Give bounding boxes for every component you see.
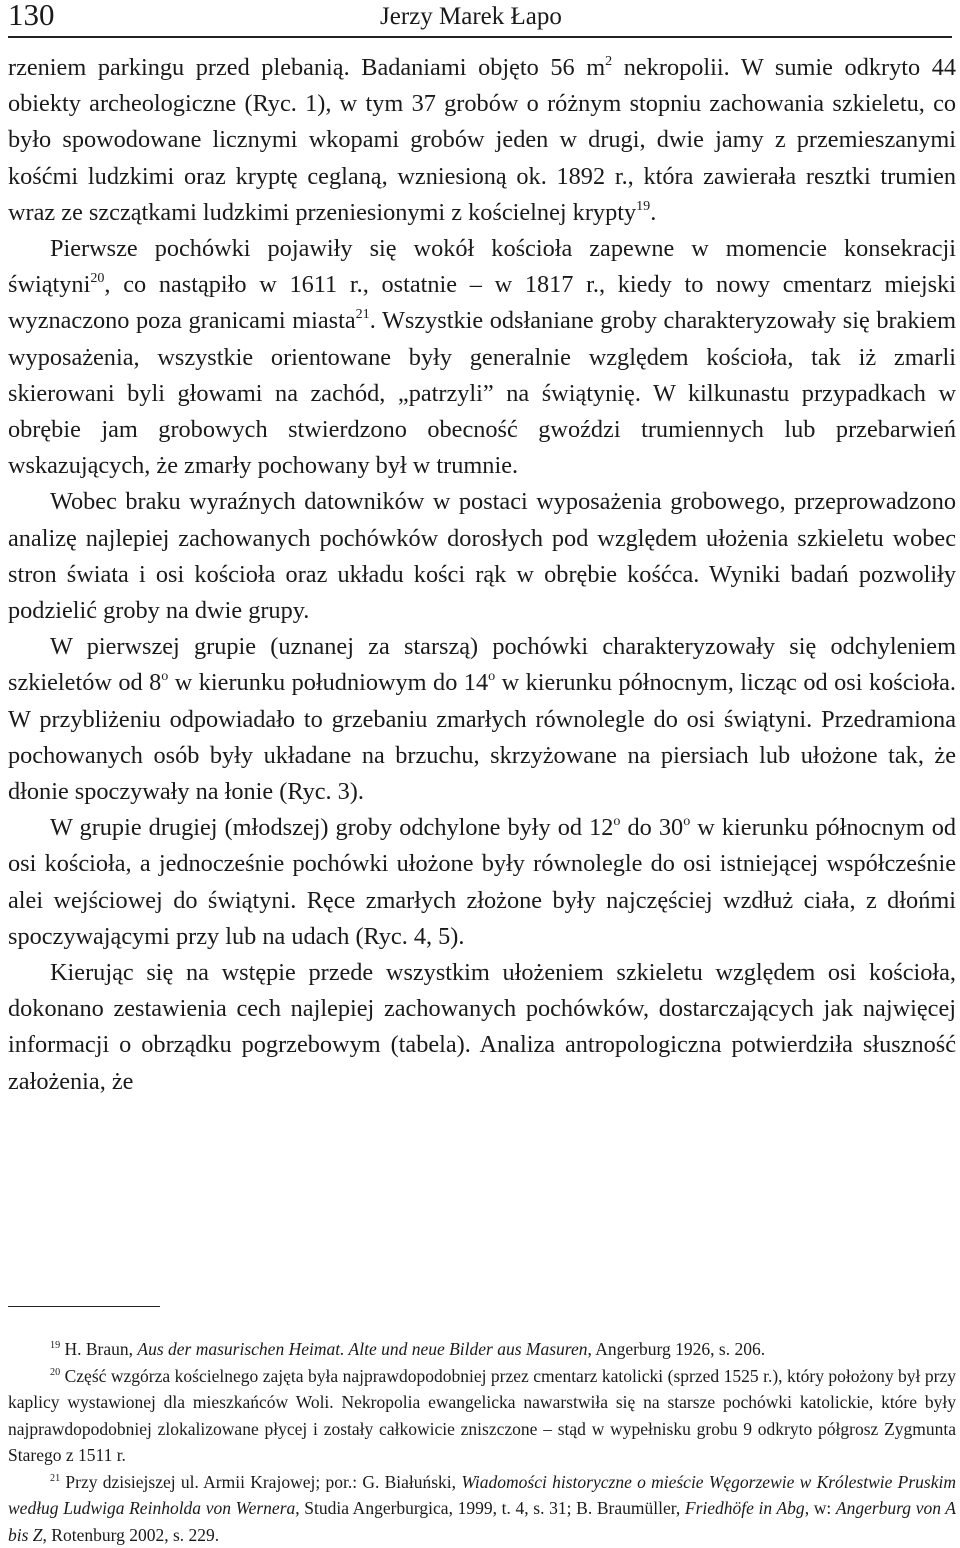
footnote-title: Wiadomości historyczne o mieście Węgorzewie w Królestwie Pruskim według Ludwiga Reinholda von Wernera [8,1471,956,1518]
footnote-text: , Studia Angerburgica, 1999, t. 4, s. 31; B. Braumüller, [295,1498,685,1518]
footnote-title: Angerburg von A bis Z [8,1498,956,1545]
running-head-author: Jerzy Marek Łapo [380,3,562,30]
paragraph-4 [8,629,956,810]
footnote-number: 21 [50,1472,61,1484]
footnote-text: Część wzgórza kościelnego zajęta była najprawdopodobniej przez cmentarz katolicki (sprzed 1525 r.), który położony był przy kaplicy wystawionej dla mieszkańców Woli. Nekropolia ewangelicka nawarstwiła się na starsze pochówki katolickie, które były najprawdopodobniej zlokalizowane płycej i zostały całkowicie zniszczone – stąd w wypełnisku grobu 9 odkryto półgrosz Zygmunta Starego z 1511 r. [8,1365,956,1465]
text-run: do 30 [620,814,684,842]
text-run: Kierując się na wstępie przede wszystkim ułożeniem szkieletu względem osi kościoła, dokonano zestawienia cech najlepiej zachowanych pochówków, dostarczających jak najwięcej informacji o obrządku pogrzebowym (tabela). Analiza antropologiczna potwierdziła słuszność założenia, że [8,959,956,1095]
text-run: w kierunku północnym, licząc od osi kościoła. W przybliżeniu odpowiadało to grzebaniu zmarłych równolegle do osi świątyni. Przedramiona pochowanych osób były układane na brzuchu, skrzyżowane na piersiach lub ułożone tak, że dłonie spoczywały na łonie (Ryc. 3). [8,669,956,806]
text-run: , co nastąpiło w 1611 r., ostatnie – w 1817 r., kiedy to nowy cmentarz miejski wyznaczono poza granicami miasta [8,271,956,335]
footnote-19 [8,1336,956,1363]
footnote-ref-21[interactable]: 21 [355,306,370,323]
degree-sign: o [161,668,169,685]
degree-sign: o [613,813,621,830]
page-header [8,0,952,38]
footnote-text: , Rotenburg 2002, s. 229. [42,1524,220,1545]
paragraph-2 [8,231,956,484]
text-run: . Wszystkie odsłaniane groby charakteryzowały się brakiem wyposażenia, wszystkie orientowane były generalnie względem kościoła, tak iż zmarli skierowani byli głowami na zachód, „patrzyli” na świątynię. W kilkunastu przypadkach w obrębie jam grobowych stwierdzono obecność gwoździ trumiennych lub przebarwień wskazujących, że zmarły pochowany był w trumnie. [8,307,956,480]
footnote-title: Aus der masurischen Heimat. Alte und neue Bilder aus Masuren [137,1339,588,1359]
footnote-20 [8,1363,956,1469]
footnote-separator [8,1306,160,1307]
footnote-title: Friedhöfe in Abg [684,1498,805,1518]
text-run: w kierunku południowym do 14 [168,669,489,697]
degree-sign: o [488,668,496,685]
superscript-unit: 2 [605,53,613,70]
text-run: W grupie drugiej (młodszej) groby odchylone były od 12 [50,814,614,842]
paragraph-1 [8,50,956,231]
footnotes [8,1336,956,1548]
page-number: 130 [8,0,55,32]
text-run: rzeniem parkingu przed plebanią. Badaniami objęto 56 m [8,54,606,81]
paragraph-3 [8,484,956,629]
footnote-text: Przy dzisiejszej ul. Armii Krajowej; por.: G. Białuński, [60,1471,462,1492]
text-run: Wobec braku wyraźnych datowników w postaci wyposażenia grobowego, przeprowadzono analizę najlepiej zachowanych pochówków dorosłych pod względem ułożenia szkieletu wobec stron świata i osi kościoła oraz układu kości rąk w obrębie kośćca. Wyniki badań pozwoliły podzielić groby na dwie grupy. [8,488,956,625]
footnote-text: , w: [804,1498,836,1518]
footnote-text: , Angerburg 1926, s. 206. [587,1339,766,1359]
footnote-ref-20[interactable]: 20 [90,270,105,287]
footnote-21 [8,1469,956,1548]
footnote-number: 19 [50,1339,61,1351]
text-run: nekropolii. W sumie odkryto 44 obiekty archeologiczne (Ryc. 1), w tym 37 grobów o różnym stopniu zachowania szkieletu, co było spowodowane licznymi wkopami grobów jeden w drugi, dwie jamy z przemieszanymi kośćmi ludzkimi oraz kryptę ceglaną, wzniesioną ok. 1892 r., która zawierała resztki trumien wraz ze szczątkami ludzkimi przeniesionymi z kościelnej krypty [8,54,956,226]
paragraph-6 [8,955,956,1100]
main-text [8,50,956,1100]
footnote-number: 20 [50,1366,61,1378]
text-run: Pierwsze pochówki pojawiły się wokół kościoła zapewne w momencie konsekracji świątyni [8,235,956,299]
text-run: w kierunku północnym od osi kościoła, a jednocześnie pochówki ułożone były równolegle do osi istniejącej współcześnie alei wejściowej do świątyni. Ręce zmarłych złożone były najczęściej wzdłuż ciała, z dłońmi spoczywającymi przy lub na udach (Ryc. 4, 5). [8,814,956,950]
paragraph-5 [8,810,956,955]
text-run: W pierwszej grupie (uznanej za starszą) pochówki charakteryzowały się odchyleniem szkieletów od 8 [8,633,956,697]
footnote-text: H. Braun, [60,1339,138,1359]
text-run: . [650,198,657,226]
degree-sign: o [683,813,691,830]
footnote-ref-19[interactable]: 19 [636,197,651,214]
